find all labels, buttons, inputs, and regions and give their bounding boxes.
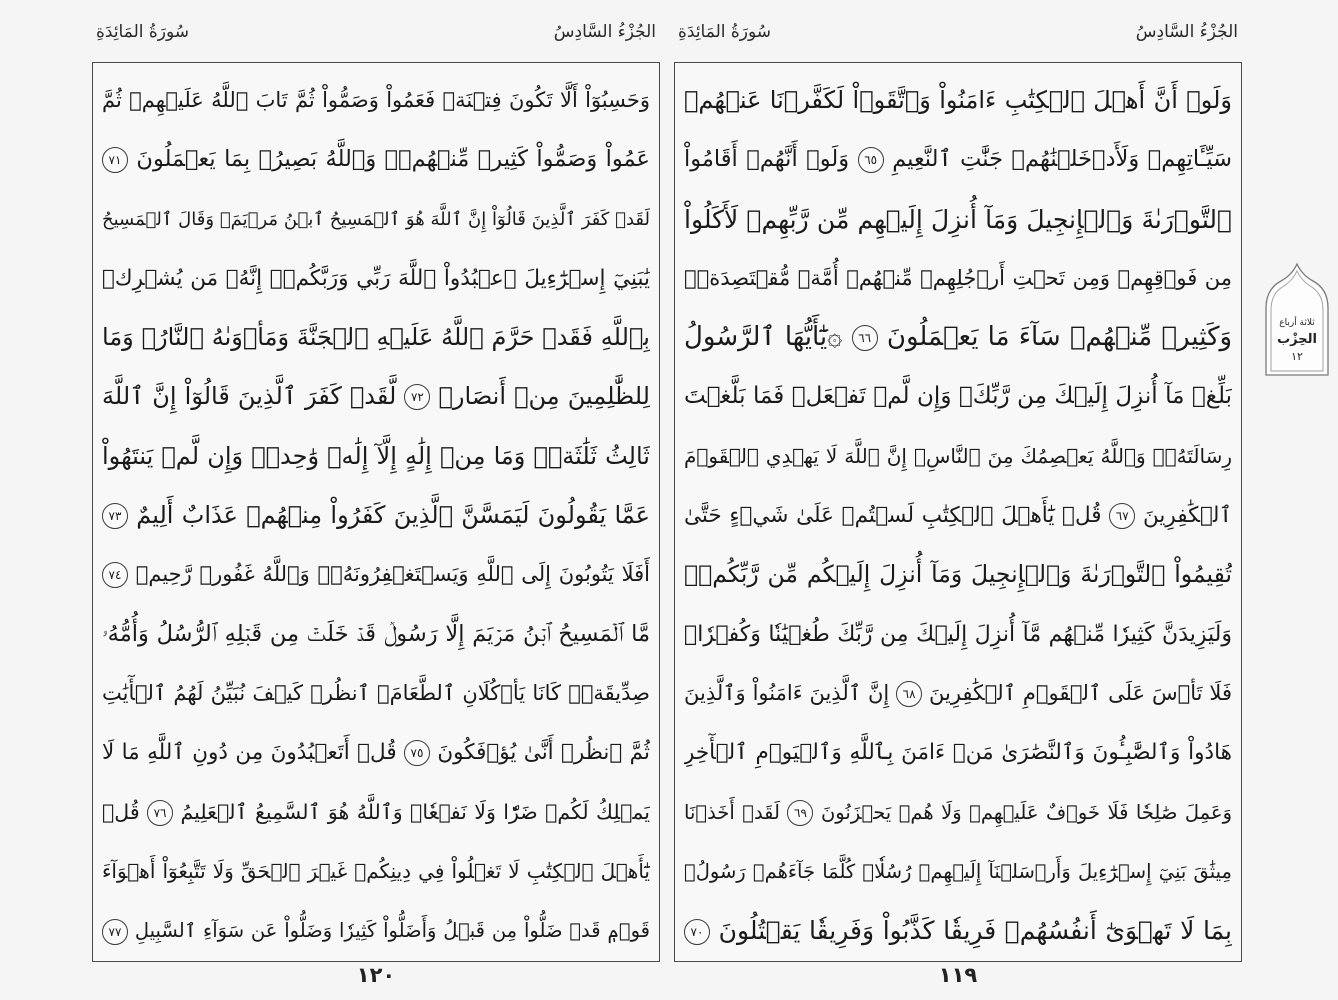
ayah-text: رِسَالَتَهُۥۚ وَٱللَّهُ يَعۡصِمُكَ مِنَ ٱلنَّاسِۗ إِنَّ ٱللَّهَ لَا يَهۡدِي ٱلۡقَوۡمَ: [684, 443, 1232, 468]
ayah-number-marker: ٧١: [102, 147, 128, 173]
text-line: [102, 901, 650, 960]
ayah-text: يَٰٓأَهۡلَ ٱلۡكِتَٰبِ لَا تَغۡلُواْ فِي دِينِكُمۡ غَيۡرَ ٱلۡحَقِّ وَلَا تَتَّبِعُوٓاْ أَهۡوَآءَ: [102, 858, 650, 883]
ayah-text: ۞يَٰٓأَيُّهَا ٱلرَّسُولُ: [684, 322, 843, 353]
text-line: [102, 605, 650, 664]
text-line: [102, 723, 650, 782]
ayah-number-marker: ٦٧: [1109, 503, 1135, 529]
ayah-number-marker: ٧٧: [102, 919, 128, 945]
hizb-number: ١٢: [1291, 350, 1303, 363]
text-line: [684, 783, 1232, 842]
text-block-119: [684, 71, 1232, 960]
page-header-119: [674, 15, 1242, 49]
ayah-text: صِدِّيقَةٞۖ كَانَا يَأۡكُلَانِ ٱلطَّعَامَۗ ٱنظُرۡ كَيۡفَ نُبَيِّنُ لَهُمُ ٱلۡأٓيَٰتِ: [102, 680, 650, 705]
text-line: [102, 664, 650, 723]
text-line: [684, 605, 1232, 664]
ayah-text: يَمۡلِكُ لَكُمۡ ضَرّٗا وَلَا نَفۡعٗاۚ وَٱللَّهُ هُوَ ٱلسَّمِيعُ ٱلۡعَلِيمُ: [180, 799, 650, 824]
text-line: [102, 249, 650, 308]
surah-title: سُورَةُ المَائِدَةِ: [678, 22, 772, 42]
page-number-120: ١٢٠: [356, 963, 396, 987]
ayah-number-marker: ٧٠: [684, 919, 710, 945]
ayah-text: مَّا ٱلۡمَسِيحُ ٱبۡنُ مَرۡيَمَ إِلَّا رَسُولٞ قَدۡ خَلَتۡ مِن قَبۡلِهِ ٱلرُّسُلُ وَأُمُّهُۥ: [102, 620, 650, 647]
ayah-text: ٱلۡكَٰفِرِينَ: [1142, 503, 1232, 529]
ayah-text: لَقَدۡ أَخَذۡنَا: [684, 800, 780, 824]
page-frame-120: [92, 62, 660, 962]
text-line: [684, 249, 1232, 308]
ayah-text: وَكَثِيرٞ مِّنۡهُمۡ سَآءَ مَا يَعۡمَلُونَ: [886, 322, 1232, 353]
text-line: [102, 308, 650, 367]
text-line: [102, 486, 650, 545]
surah-title: سُورَةُ المَائِدَةِ: [96, 22, 190, 42]
ayah-text: قَوۡمٖ قَدۡ ضَلُّواْ مِن قَبۡلُ وَأَضَلُّواْ كَثِيرٗا وَضَلُّواْ عَن سَوَآءِ ٱلسَّبِيلِ: [134, 919, 650, 943]
text-block-120: [102, 71, 650, 960]
ayah-number-marker: ٧٦: [147, 800, 173, 826]
text-line: [102, 71, 650, 130]
text-line: [684, 842, 1232, 901]
text-line: [102, 545, 650, 604]
ayah-text: يَٰبَنِيٓ إِسۡرَٰٓءِيلَ ٱعۡبُدُواْ ٱللَّهَ رَبِّي وَرَبَّكُمۡۖ إِنَّهُۥ مَن يُشۡرِكۡ: [102, 265, 650, 291]
ayah-number-marker: ٧٢: [404, 384, 430, 410]
hizb-fraction: ثلاثة أرباع: [1279, 318, 1315, 328]
hizb-marker: [1262, 262, 1332, 376]
ayah-text: عَمُواْ وَصَمُّواْ كَثِيرٞ مِّنۡهُمۡۚ وَٱللَّهُ بَصِيرُۢ بِمَا يَعۡمَلُونَ: [136, 146, 650, 173]
text-line: [102, 842, 650, 901]
text-line: [684, 427, 1232, 486]
ayah-text: هَادُواْ وَٱلصَّٰبِـُٔونَ وَٱلنَّصَٰرَىٰ مَنۡ ءَامَنَ بِٱللَّهِ وَٱلۡيَوۡمِ ٱلۡأٓخِرِ: [684, 740, 1232, 766]
ayah-text: وَلَيَزِيدَنَّ كَثِيرٗا مِّنۡهُم مَّآ أُنزِلَ إِلَيۡكَ مِن رَّبِّكَ طُغۡيَٰنٗا وَكُفۡرٗاۖ: [684, 621, 1232, 647]
text-line: [102, 130, 650, 189]
page-header-120: [92, 15, 660, 49]
text-line: [684, 367, 1232, 426]
ayah-number-marker: ٧٣: [102, 503, 128, 529]
ayah-text: وَلَوۡ أَنَّ أَهۡلَ ٱلۡكِتَٰبِ ءَامَنُواْ وَٱتَّقَوۡاْ لَكَفَّرۡنَا عَنۡهُمۡ: [684, 86, 1232, 114]
text-line: [684, 901, 1232, 960]
ayah-text: وَلَوۡ أَنَّهُمۡ أَقَامُواْ: [684, 146, 850, 173]
ayah-text: أَفَلَا يَتُوبُونَ إِلَى ٱللَّهِ وَيَسۡتَغۡفِرُونَهُۥۚ وَٱللَّهُ غَفُورٞ رَّحِيمٞ: [135, 562, 650, 587]
ayah-number-marker: ٦٩: [787, 800, 813, 826]
ayah-text: تُقِيمُواْ ٱلتَّوۡرَىٰةَ وَٱلۡإِنجِيلَ وَمَآ أُنزِلَ إِلَيۡكُم مِّن رَّبِّكُمۡۗ: [684, 560, 1232, 589]
text-line: [684, 190, 1232, 249]
text-line: [102, 427, 650, 486]
text-line: [102, 367, 650, 426]
text-line: [684, 130, 1232, 189]
ayah-number-marker: ٦٦: [852, 325, 878, 351]
ayah-text: لَقَدۡ كَفَرَ ٱلَّذِينَ قَالُوٓاْ إِنَّ ٱللَّهَ هُوَ ٱلۡمَسِيحُ ٱبۡنُ مَرۡيَمَۖ وَقَالَ ٱلۡمَسِيحُ: [102, 208, 650, 230]
text-line: [102, 190, 650, 249]
page-number-119: ١١٩: [938, 963, 978, 987]
ayah-text: مِن فَوۡقِهِمۡ وَمِن تَحۡتِ أَرۡجُلِهِمۚ مِّنۡهُمۡ أُمَّةٞ مُّقۡتَصِدَةٞۖ: [684, 265, 1232, 290]
text-line: [684, 664, 1232, 723]
ayah-number-marker: ٦٨: [896, 681, 922, 707]
text-line: [684, 486, 1232, 545]
ayah-text: وَحَسِبُوٓاْ أَلَّا تَكُونَ فِتۡنَةٞ فَعَمُواْ وَصَمُّواْ ثُمَّ تَابَ ٱللَّهُ عَلَيۡهِمۡ ثُمَّ: [102, 88, 650, 112]
ayah-text: عَمَّا يَقُولُونَ لَيَمَسَّنَّ ٱلَّذِينَ كَفَرُواْ مِنۡهُمۡ عَذَابٌ أَلِيمٌ: [136, 501, 650, 530]
ayah-text: بِمَا لَا تَهۡوَىٰٓ أَنفُسُهُمۡ فَرِيقٗا كَذَّبُواْ وَفَرِيقٗا يَقۡتُلُونَ: [718, 916, 1232, 946]
ayah-text: قُلۡ: [102, 799, 140, 824]
ayah-text: سَيِّـَٔاتِهِمۡ وَلَأَدۡخَلۡنَٰهُمۡ جَنَّٰتِ ٱلنَّعِيمِ: [892, 146, 1232, 173]
ayah-number-marker: ٦٥: [858, 147, 884, 173]
text-line: [684, 308, 1232, 367]
ayah-text: بِٱللَّهِ فَقَدۡ حَرَّمَ ٱللَّهُ عَلَيۡهِ ٱلۡجَنَّةَ وَمَأۡوَىٰهُ ٱلنَّارُۖ وَمَا: [102, 323, 650, 352]
juz-title: الجُزْءُ السَّادِسُ: [1135, 22, 1238, 42]
text-line: [684, 71, 1232, 130]
ayah-text: ٱلتَّوۡرَىٰةَ وَٱلۡإِنجِيلَ وَمَآ أُنزِلَ إِلَيۡهِم مِّن رَّبِّهِمۡ لَأَكَلُواْ: [684, 204, 1232, 234]
hizb-label: الحِزْب: [1277, 332, 1317, 347]
ayah-text: قُلۡ يَٰٓأَهۡلَ ٱلۡكِتَٰبِ لَسۡتُمۡ عَلَىٰ شَيۡءٍ حَتَّىٰ: [684, 503, 1102, 529]
ayah-number-marker: ٧٤: [102, 562, 128, 588]
text-line: [102, 783, 650, 842]
ayah-number-marker: ٧٥: [404, 740, 430, 766]
ayah-text: وَعَمِلَ صَٰلِحٗا فَلَا خَوۡفٌ عَلَيۡهِمۡ وَلَا هُمۡ يَحۡزَنُونَ: [820, 800, 1232, 824]
page-frame-119: [674, 62, 1242, 962]
text-line: [684, 723, 1232, 782]
ayah-text: مِيثَٰقَ بَنِيٓ إِسۡرَٰٓءِيلَ وَأَرۡسَلۡنَآ إِلَيۡهِمۡ رُسُلٗاۖ كُلَّمَا جَآءَهُمۡ رَسُولُۢ: [684, 859, 1232, 883]
ayah-text: إِنَّ ٱلَّذِينَ ءَامَنُواْ وَٱلَّذِينَ: [684, 680, 890, 705]
text-line: [684, 545, 1232, 604]
ayah-text: لِلظَّٰلِمِينَ مِنۡ أَنصَارٖ: [438, 382, 650, 411]
ayah-text: بَلِّغۡ مَآ أُنزِلَ إِلَيۡكَ مِن رَّبِّكَۖ وَإِن لَّمۡ تَفۡعَلۡ فَمَا بَلَّغۡتَ: [684, 383, 1232, 410]
ayah-text: لَّقَدۡ كَفَرَ ٱلَّذِينَ قَالُوٓاْ إِنَّ ٱللَّهَ: [102, 382, 397, 411]
ayah-text: ثَالِثُ ثَلَٰثَةٖۘ وَمَا مِنۡ إِلَٰهٍ إِلَّآ إِلَٰهٞ وَٰحِدٞۚ وَإِن لَّمۡ يَنتَهُواْ: [102, 441, 650, 470]
ayah-text: فَلَا تَأۡسَ عَلَى ٱلۡقَوۡمِ ٱلۡكَٰفِرِينَ: [929, 680, 1232, 705]
juz-title: الجُزْءُ السَّادِسُ: [553, 22, 656, 42]
ayah-text: قُلۡ أَتَعۡبُدُونَ مِن دُونِ ٱللَّهِ مَا لَا: [102, 740, 397, 766]
ayah-text: ثُمَّ ٱنظُرۡ أَنَّىٰ يُؤۡفَكُونَ: [437, 740, 650, 766]
